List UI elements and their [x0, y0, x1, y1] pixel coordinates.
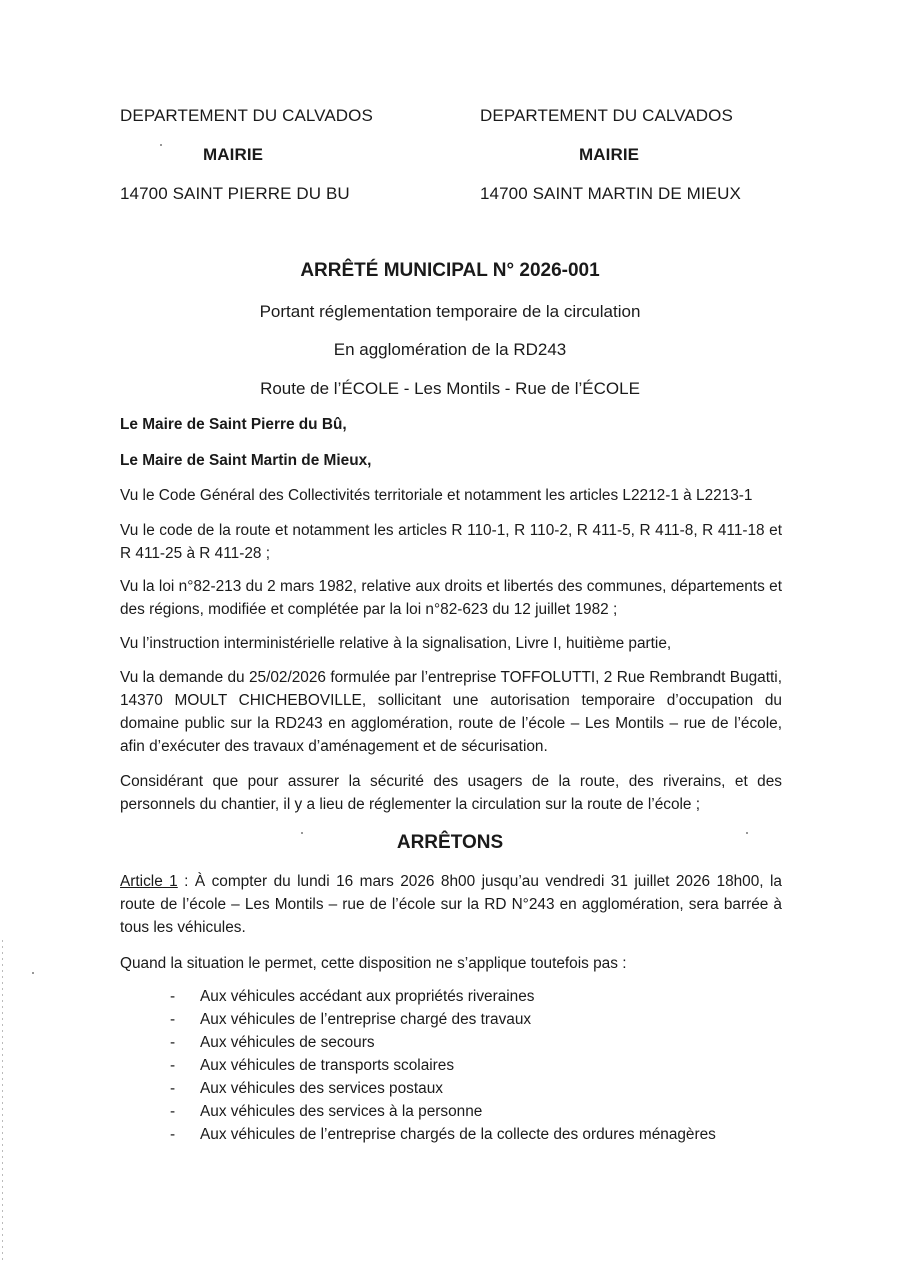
article-1 — [120, 870, 782, 939]
mayor-saint-pierre: Le Maire de Saint Pierre du Bû, — [120, 416, 347, 433]
exception-ordures-menageres: Aux véhicules de l’entreprise chargés de la collecte des ordures ménagères — [200, 1126, 716, 1143]
article-1-label: Article 1 — [120, 873, 178, 890]
scan-speck — [160, 144, 162, 146]
mayor-saint-martin: Le Maire de Saint Martin de Mieux, — [120, 452, 372, 469]
scan-speck — [746, 832, 748, 834]
left-department: DEPARTEMENT DU CALVADOS — [120, 106, 373, 125]
exception-services-postaux: Aux véhicules des services postaux — [200, 1080, 443, 1097]
scan-speck — [32, 972, 34, 974]
article-1-text: : À compter du lundi 16 mars 2026 8h00 jusqu’au vendredi 31 juillet 2026 18h00, la route de l’école – Les Montils – rue de l’école sur la RD N°243 en agglomération, sera barrée à tous les véhicules. — [120, 873, 782, 936]
title-line-2: En agglomération de la RD243 — [333, 340, 567, 359]
arrete-title: ARRÊTÉ MUNICIPAL N° 2026-001 — [300, 260, 600, 281]
considerant: Considérant que pour assurer la sécurité des usagers de la route, des riverains, et des personnels du chantier, il y a lieu de réglementer la circulation sur la route de l’école ; — [120, 773, 782, 813]
vu-code-collectivites: Vu le Code Général des Collectivités territoriale et notamment les articles L2212-1 à L2213-1 — [120, 487, 753, 504]
exceptions-intro: Quand la situation le permet, cette disposition ne s’applique toutefois pas : — [120, 955, 627, 972]
list-dash: - — [170, 1034, 176, 1051]
exception-services-personne: Aux véhicules des services à la personne — [200, 1103, 483, 1120]
left-mairie: MAIRIE — [203, 145, 264, 164]
arretons-heading: ARRÊTONS — [396, 832, 504, 853]
exception-secours: Aux véhicules de secours — [200, 1034, 375, 1051]
vu-loi-1982: Vu la loi n°82-213 du 2 mars 1982, relative aux droits et libertés des communes, départements et des régions, modifiée et complétée par la loi n°82-623 du 12 juillet 1982 ; — [120, 578, 782, 618]
right-commune: 14700 SAINT MARTIN DE MIEUX — [480, 184, 741, 203]
scan-edge — [2, 940, 3, 1260]
title-line-3: Route de l’ÉCOLE - Les Montils - Rue de l’ÉCOLE — [260, 379, 640, 398]
right-department: DEPARTEMENT DU CALVADOS — [480, 106, 733, 125]
list-dash: - — [170, 1011, 176, 1028]
list-dash: - — [170, 1080, 176, 1097]
list-dash: - — [170, 988, 176, 1005]
list-dash: - — [170, 1103, 176, 1120]
right-mairie: MAIRIE — [579, 145, 640, 164]
list-dash: - — [170, 1057, 176, 1074]
left-commune: 14700 SAINT PIERRE DU BU — [120, 184, 350, 203]
vu-instruction-signalisation: Vu l’instruction interministérielle relative à la signalisation, Livre I, huitième partie, — [120, 635, 672, 652]
scan-speck — [301, 832, 303, 834]
exception-transports-scolaires: Aux véhicules de transports scolaires — [200, 1057, 455, 1074]
exception-riverains: Aux véhicules accédant aux propriétés riveraines — [200, 988, 535, 1005]
title-line-1: Portant réglementation temporaire de la circulation — [259, 302, 641, 321]
list-dash: - — [170, 1126, 176, 1143]
vu-demande-entreprise: Vu la demande du 25/02/2026 formulée par l’entreprise TOFFOLUTTI, 2 Rue Rembrandt Bugatti, 14370 MOULT CHICHEBOVILLE, sollicitant une autorisation temporaire d’occupation du domaine public sur la RD243 en agglomération, route de l’école – Les Montils – rue de l’école, afin d’exécuter des travaux d’aménagement et de sécurisation. — [120, 669, 782, 755]
vu-code-route: Vu le code de la route et notamment les articles R 110-1, R 110-2, R 411-5, R 411-8, R 411-18 et R 411-25 à R 411-28 ; — [120, 522, 782, 562]
exception-entreprise-travaux: Aux véhicules de l’entreprise chargé des travaux — [200, 1011, 532, 1028]
